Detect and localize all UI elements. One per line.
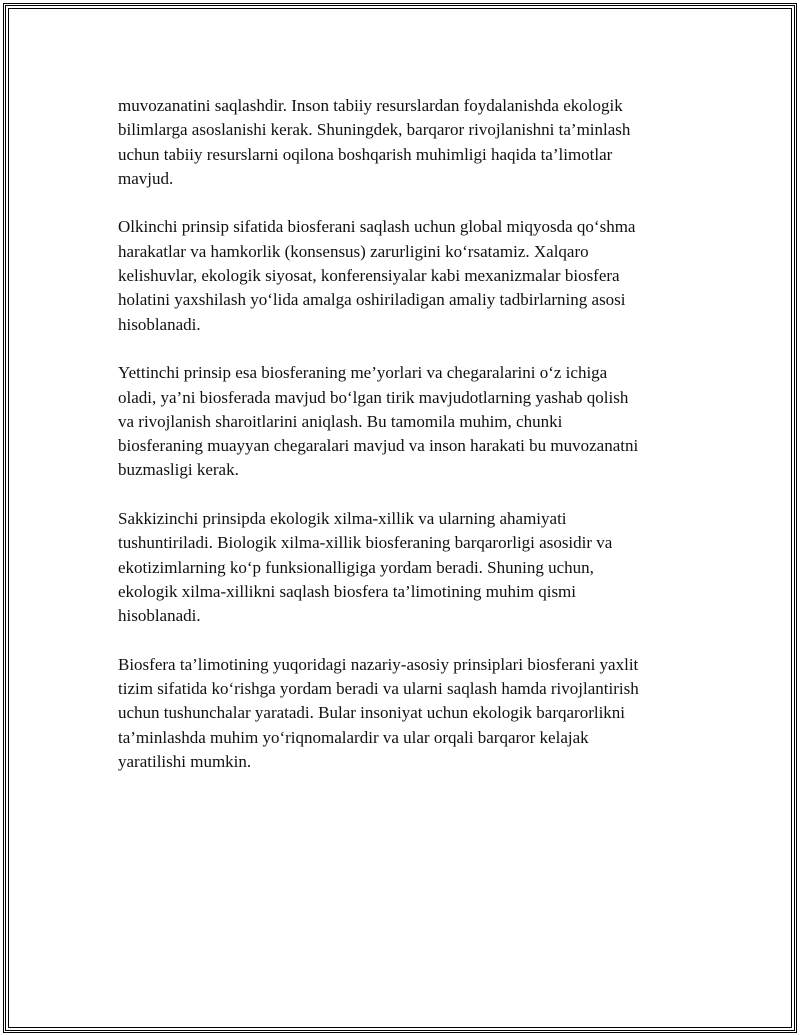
paragraph-balance: muvozanatini saqlashdir. Inson tabiiy resurslardan foydalanishda ekologik bilimlarga asoslanishi kerak. Shuningdek, barqaror rivojlanishni ta’minlash uchun tabiiy resurslarni oqilona boshqarish muhimligi haqida ta’limotlar mavjud. (118, 96, 631, 188)
paragraph-sixth-principle: Olkinchi prinsip sifatida biosferani saqlash uchun global miqyosda qo‘shma harakatlar va hamkorlik (konsensus) zarurligini ko‘rsatamiz. Xalqaro kelishuvlar, ekologik siyosat, konferensiyalar kabi mexanizmalar biosfera holatini yaxshilash yo‘lida amalga oshiriladigan amaliy tadbirlarning asosi hisoblanadi. (118, 217, 636, 334)
paragraph-conclusion: Biosfera ta’limotining yuqoridagi nazariy-asosiy prinsiplari biosferani yaxlit tizim sifatida ko‘rishga yordam beradi va ularni saqlash hamda rivojlantirish uchun tushunchalar yaratadi. Bular insoniyat uchun ekologik barqarorlikni ta’minlashda muhim yo‘riqnomalardir va ular orqali barqaror kelajak yaratilishi mumkin. (118, 654, 639, 772)
paragraph-seventh-principle: Yettinchi prinsip esa biosferaning me’yorlari va chegaralarini o‘z ichiga oladi, ya’ni biosferada mavjud bo‘lgan tirik mavjudotlarning yashab qolish va rivojlanish sharoitlarini aniqlash. Bu tamomila muhim, chunki biosferaning muayyan chegaralari mavjud va inson harakati bu muvozanatni buzmasligi kerak. (118, 363, 639, 480)
document-body (118, 94, 698, 799)
paragraph-eighth-principle: Sakkizinchi prinsipda ekologik xilma-xillik va ularning ahamiyati tushuntiriladi. Biologik xilma-xillik biosferaning barqarorligi asosidir va ekotizimlarning ko‘p funksionalligiga yordam beradi. Shuning uchun, ekologik xilma-xillikni saqlash biosfera ta’limotining muhim qismi hisoblanadi. (118, 509, 613, 626)
